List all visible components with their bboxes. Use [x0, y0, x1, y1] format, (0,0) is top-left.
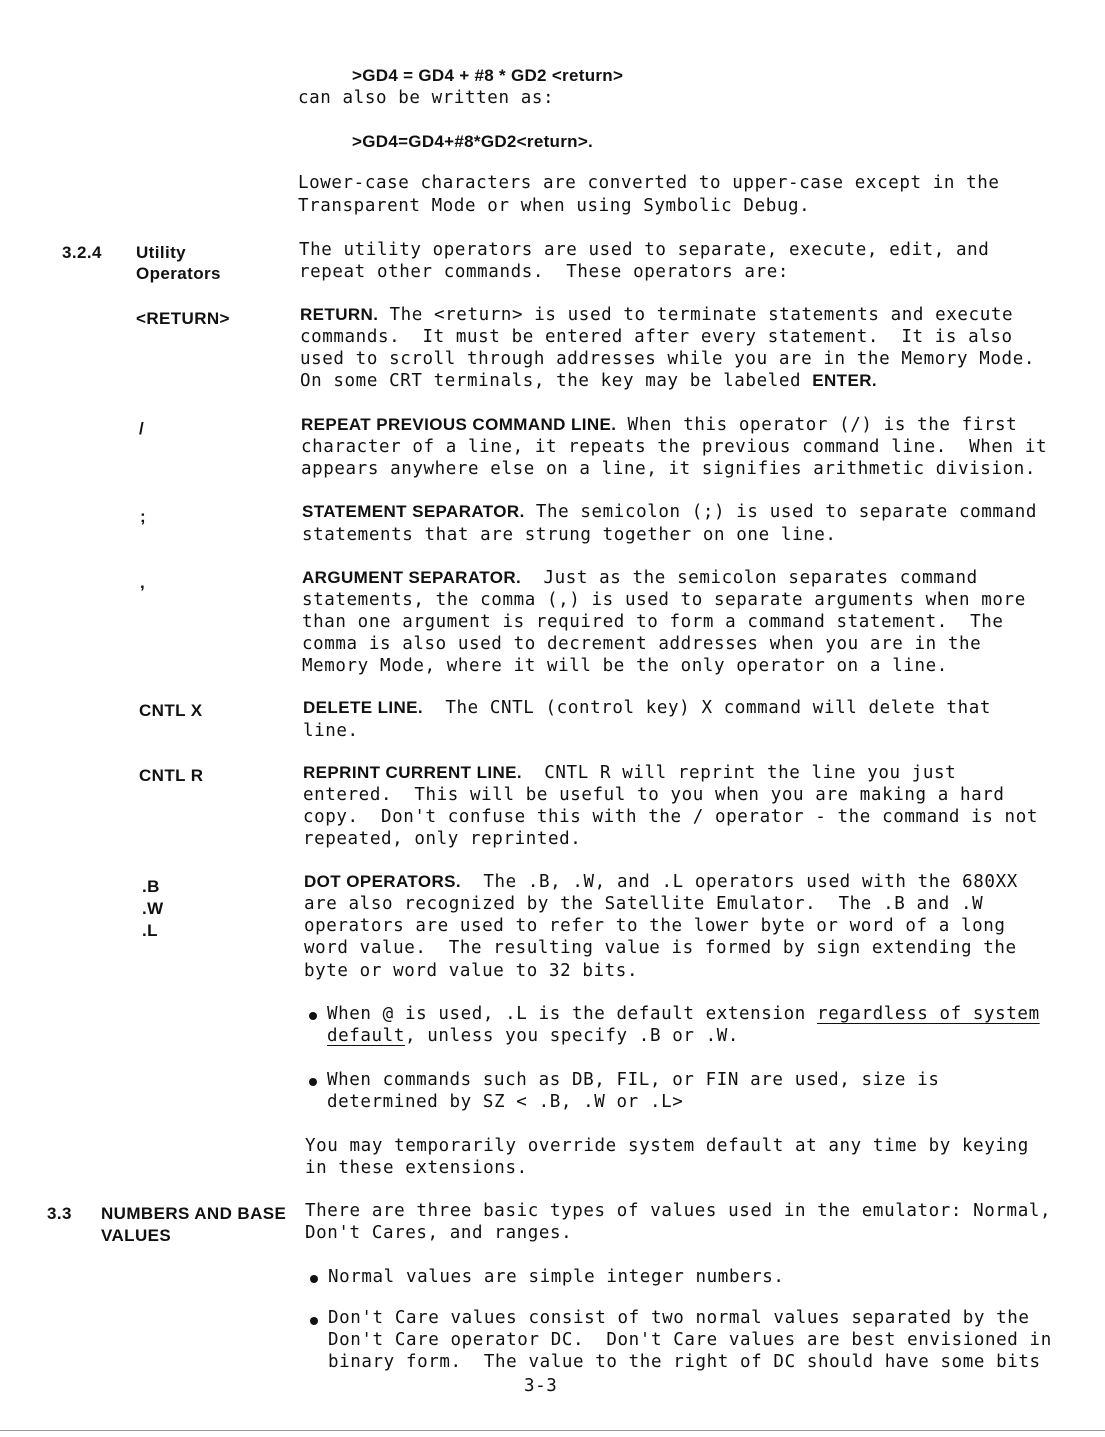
dot-desc-line4: word value. The resulting value is formed by sign extending the [304, 938, 1017, 958]
operator-key-slash: / [139, 419, 145, 438]
dot-bullet2-line2: determined by SZ < .B, .W or .L> [327, 1092, 684, 1112]
cntlr-desc-line2: entered. This will be useful to you when you are making a hard [303, 785, 1005, 805]
operator-key-semicolon: ; [140, 507, 147, 526]
cntlx-desc-line2: line. [303, 721, 359, 741]
section-33-title-line2: VALUES [101, 1226, 172, 1245]
dot-bullet1-underlined: regardless of system [816, 1004, 1040, 1024]
bullet-icon [309, 1012, 317, 1020]
dot-bullet1-text: When @ is used, .L is the default extension [327, 1004, 817, 1024]
section-33-title-line1: NUMBERS AND BASE [101, 1204, 287, 1223]
dot-note-line2: in these extensions. [305, 1158, 528, 1178]
slash-desc-line3: appears anywhere else on a line, it signifies arithmetic division. [301, 459, 1036, 479]
section-33-bullet1: Normal values are simple integer numbers. [328, 1267, 785, 1287]
return-desc-line3: used to scroll through addresses while you are in the Memory Mode. [300, 349, 1035, 369]
lowercase-note-line1: Lower-case characters are converted to upper-case except in the [298, 173, 1000, 193]
cntlr-desc-line1-text: CNTL R will reprint the line you just [522, 763, 957, 783]
section-33-bullet2-line1: Don't Care values consist of two normal values separated by the [328, 1308, 1030, 1328]
comma-desc-line1-text: Just as the semicolon separates command [521, 568, 978, 588]
cntlx-heading: DELETE LINE. [303, 698, 424, 717]
dot-note-line1: You may temporarily override system default at any time by keying [305, 1136, 1029, 1156]
return-desc-line4 [300, 370, 877, 392]
section-desc-line2: repeat other commands. These operators are: [299, 262, 789, 282]
page-number: 3-3 [524, 1376, 558, 1396]
operator-key-cntl-r: CNTL R [139, 766, 204, 785]
operator-key-comma: , [140, 573, 146, 592]
return-desc-line4-text: On some CRT terminals, the key may be labeled [300, 371, 813, 391]
intro-text: can also be written as: [298, 88, 555, 108]
bullet-icon [310, 1275, 318, 1283]
section-33-desc-line1: There are three basic types of values used in the emulator: Normal, [305, 1201, 1052, 1221]
dot-desc-line5: byte or word value to 32 bits. [304, 961, 639, 981]
cntlr-desc-line4: repeated, only reprinted. [303, 829, 582, 849]
dot-desc-line1 [304, 871, 1018, 893]
section-33-desc-line2: Don't Cares, and ranges. [305, 1223, 573, 1243]
operator-key-return: <RETURN> [136, 309, 230, 328]
bullet-icon [309, 1078, 317, 1086]
section-number-3-3: 3.3 [47, 1204, 72, 1223]
cntlr-desc-line3: copy. Don't confuse this with the / operator - the command is not [303, 807, 1038, 827]
slash-desc-line1 [301, 414, 1017, 436]
section-title-line1: Utility [136, 243, 187, 262]
section-33-bullet2-line2: Don't Care operator DC. Don't Care values are best envisioned in [328, 1330, 1052, 1350]
return-desc-line1-text: The <return> is used to terminate statements and execute [378, 305, 1014, 325]
semicolon-desc-line2: statements that are strung together on one line. [302, 525, 837, 545]
cntlx-desc-line1-text: The CNTL (control key) X command will delete that [423, 698, 991, 718]
comma-heading: ARGUMENT SEPARATOR. [302, 568, 522, 587]
section-33-bullet2-line3: binary form. The value to the right of DC should have some bits [328, 1352, 1041, 1372]
semicolon-heading: STATEMENT SEPARATOR. [302, 502, 525, 521]
return-desc-line1 [300, 304, 1013, 326]
cntlr-heading: REPRINT CURRENT LINE. [303, 763, 523, 782]
lowercase-note-line2: Transparent Mode or when using Symbolic Debug. [298, 196, 811, 216]
operator-key-dot-l: .L [142, 921, 158, 940]
semicolon-desc-line1 [302, 501, 1037, 523]
slash-heading: REPEAT PREVIOUS COMMAND LINE. [301, 415, 617, 434]
section-number-3-2-4: 3.2.4 [62, 243, 102, 262]
comma-desc-line3: than one argument is required to form a command statement. The [302, 612, 1004, 632]
dot-bullet2-line1: When commands such as DB, FIL, or FIN are used, size is [327, 1070, 940, 1090]
comma-desc-line4: comma is also used to decrement addresses when you are in the [302, 634, 982, 654]
dot-bullet1-line1 [327, 1003, 1040, 1025]
enter-key-label: ENTER. [812, 371, 878, 390]
operator-key-dot-b: .B [142, 877, 160, 896]
example-expression-spaced: >GD4 = GD4 + #8 * GD2 <return> [352, 66, 624, 85]
dot-heading: DOT OPERATORS. [304, 872, 462, 891]
comma-desc-line1 [302, 567, 978, 589]
cntlr-desc-line1 [303, 762, 956, 784]
bullet-icon [310, 1317, 318, 1325]
section-title-line2: Operators [136, 264, 221, 283]
dot-desc-line1-text: The .B, .W, and .L operators used with the 680XX [461, 872, 1018, 892]
dot-bullet1-line2 [327, 1025, 739, 1047]
slash-desc-line1-text: When this operator (/) is the first [616, 415, 1018, 435]
return-desc-line2: commands. It must be entered after every statement. It is also [300, 327, 1013, 347]
operator-key-cntl-x: CNTL X [139, 701, 203, 720]
example-expression-compact: >GD4=GD4+#8*GD2<return>. [352, 132, 594, 151]
operator-key-dot-w: .W [142, 899, 164, 918]
comma-desc-line5: Memory Mode, where it will be the only operator on a line. [302, 656, 948, 676]
section-desc-line1: The utility operators are used to separate, execute, edit, and [299, 240, 990, 260]
dot-bullet1-text-2: , unless you specify .B or .W. [404, 1026, 740, 1046]
dot-bullet1-underlined-2: default [327, 1026, 405, 1046]
dot-desc-line2: are also recognized by the Satellite Emulator. The .B and .W [304, 894, 984, 914]
return-heading: RETURN. [300, 305, 379, 324]
cntlx-desc-line1 [303, 697, 991, 719]
semicolon-desc-line1-text: The semicolon (;) is used to separate command [524, 502, 1037, 522]
comma-desc-line2: statements, the comma (,) is used to separate arguments when more [302, 590, 1026, 610]
footer-divider [0, 1430, 1105, 1431]
dot-desc-line3: operators are used to refer to the lower byte or word of a long [304, 916, 1006, 936]
slash-desc-line2: character of a line, it repeats the previous command line. When it [301, 437, 1048, 457]
